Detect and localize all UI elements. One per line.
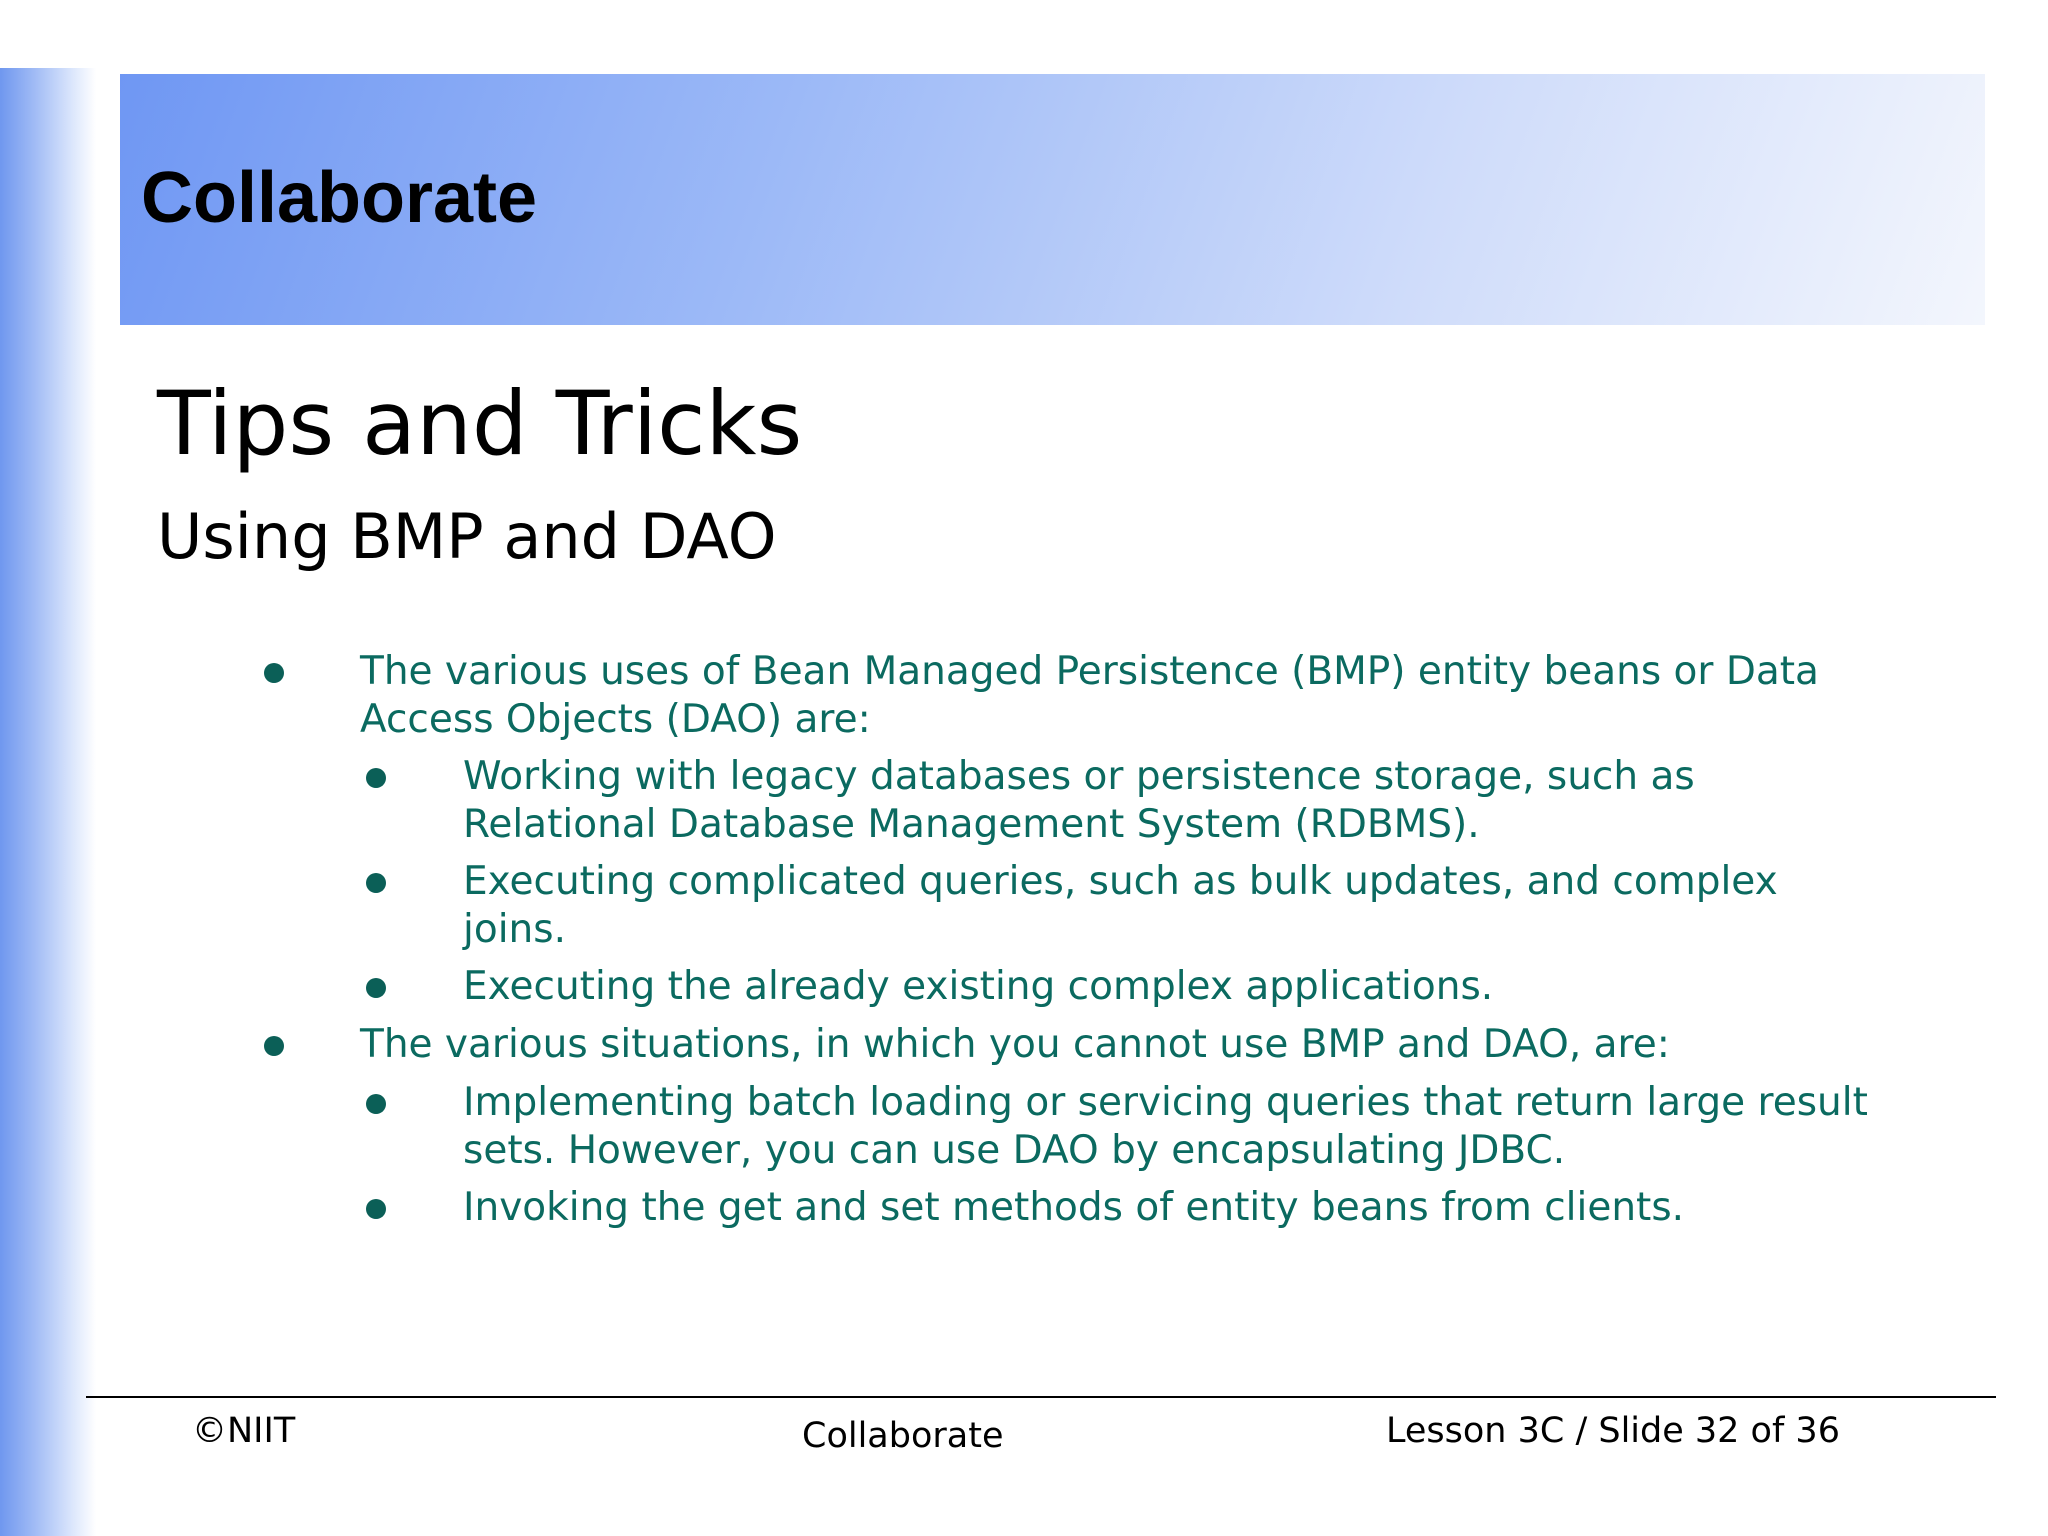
footer-slide-info: Lesson 3C / Slide 32 of 36 [1386, 1411, 1840, 1451]
bullet-dot-icon [366, 873, 386, 893]
bullet-line: sets. However, you can use DAO by encapsulating JDBC. [463, 1128, 1566, 1173]
bullet-dot-icon [366, 768, 386, 788]
bullet-dot-icon [264, 1036, 284, 1056]
slide-title: Tips and Tricks [157, 372, 803, 475]
slide-subtitle: Using BMP and DAO [157, 500, 777, 573]
bullet-dot-icon [366, 1094, 386, 1114]
bullet-line: Working with legacy databases or persistence storage, such as [463, 754, 1695, 799]
bullet-dot-icon [366, 1199, 386, 1219]
bullet-line: Executing the already existing complex applications. [463, 964, 1494, 1009]
footer-center-label: Collaborate [802, 1416, 1004, 1456]
bullet-line: The various situations, in which you cannot use BMP and DAO, are: [360, 1022, 1670, 1067]
footer-divider [86, 1396, 1996, 1398]
bullet-line: The various uses of Bean Managed Persistence (BMP) entity beans or Data [360, 649, 1819, 694]
bullet-line: Invoking the get and set methods of entity beans from clients. [463, 1185, 1685, 1230]
bullet-line: Executing complicated queries, such as bulk updates, and complex [463, 859, 1778, 904]
bullet-line: Access Objects (DAO) are: [360, 697, 871, 742]
bullet-line: joins. [463, 907, 566, 952]
header-title: Collaborate [141, 158, 538, 238]
footer-copyright: ©NIIT [192, 1411, 296, 1451]
bullet-line: Relational Database Management System (RDBMS). [463, 802, 1480, 847]
bullet-line: Implementing batch loading or servicing queries that return large result [463, 1080, 1868, 1125]
bullet-dot-icon [366, 978, 386, 998]
bullet-dot-icon [264, 663, 284, 683]
